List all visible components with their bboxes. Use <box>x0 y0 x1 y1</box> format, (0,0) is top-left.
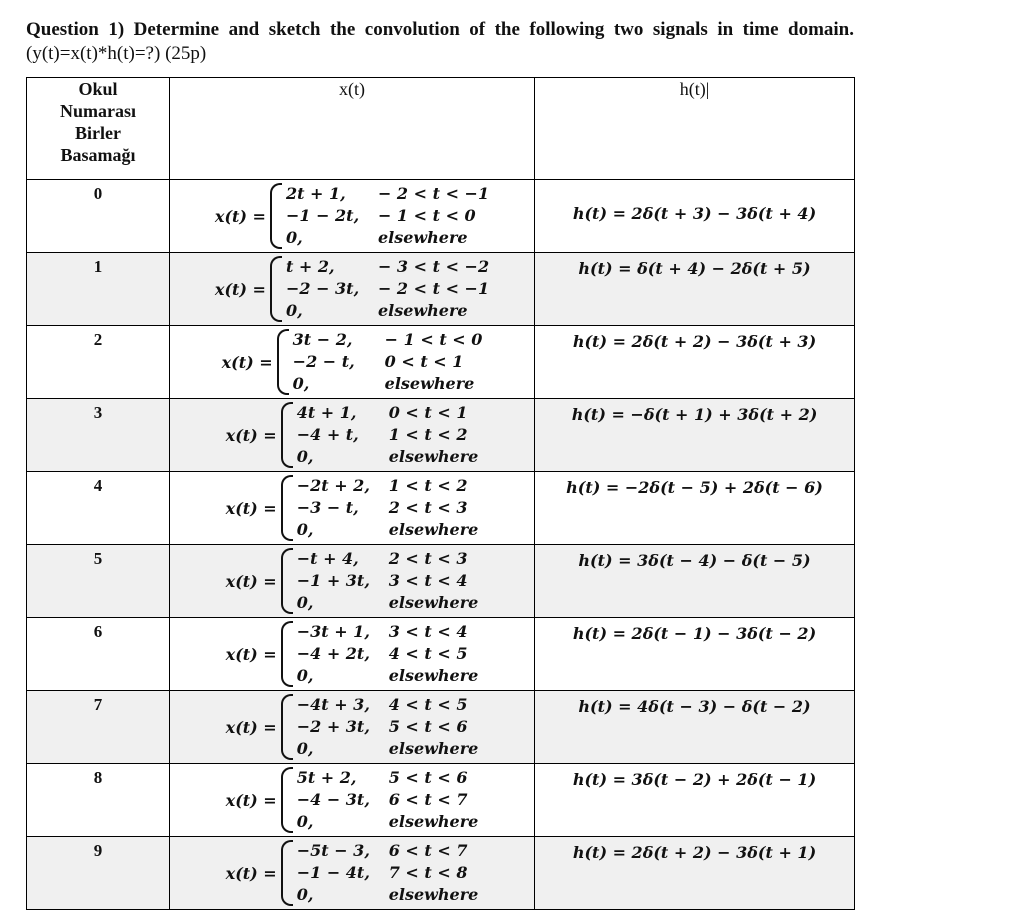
case-condition: 5 < t < 6 <box>388 717 468 736</box>
case-line <box>297 476 479 496</box>
case-condition: elsewhere <box>388 739 479 758</box>
case-expression: −1 − 4t, <box>296 863 370 882</box>
piecewise-cases <box>297 476 479 540</box>
case-expression: 0, <box>285 301 303 320</box>
brace-glyph <box>281 402 293 468</box>
h-cell <box>535 326 855 399</box>
x-label: x(t) = <box>221 352 273 372</box>
case-expression: −2 − t, <box>292 352 355 371</box>
case-expression: 0, <box>296 739 314 758</box>
case-expression: 2t + 1, <box>285 184 346 203</box>
h-expression: h(t) = 2δ(t + 2) − 3δ(t + 3) <box>572 332 817 351</box>
table-row <box>27 253 855 326</box>
h-cell <box>535 399 855 472</box>
h-cell <box>535 691 855 764</box>
case-expression: 0, <box>296 520 314 539</box>
case-condition: 7 < t < 8 <box>388 863 468 882</box>
digit-cell: 6 <box>27 618 170 691</box>
case-condition: elsewhere <box>377 228 468 247</box>
case-condition: 3 < t < 4 <box>388 622 468 641</box>
brace-glyph <box>281 548 293 614</box>
table-row <box>27 618 855 691</box>
case-condition: elsewhere <box>388 885 479 904</box>
case-line <box>297 695 479 715</box>
header-h: h(t)| <box>535 78 855 180</box>
h-expression: h(t) = −δ(t + 1) + 3δ(t + 2) <box>571 405 818 424</box>
x-cell <box>170 837 535 910</box>
case-expression: −4 + t, <box>296 425 359 444</box>
brace-glyph <box>281 694 293 760</box>
case-line <box>297 666 479 686</box>
case-condition: elsewhere <box>388 666 479 685</box>
case-expression: t + 2, <box>285 257 335 276</box>
x-label: x(t) = <box>225 863 277 883</box>
digit-cell: 9 <box>27 837 170 910</box>
h-expression: h(t) = 2δ(t − 1) − 3δ(t − 2) <box>572 624 817 643</box>
case-condition: 1 < t < 2 <box>388 476 468 495</box>
piecewise-cases <box>293 330 483 394</box>
brace-glyph <box>277 329 289 395</box>
case-condition: elsewhere <box>384 374 475 393</box>
case-line <box>297 790 479 810</box>
case-condition: 6 < t < 7 <box>388 790 468 809</box>
h-cell <box>535 180 855 253</box>
h-expression: h(t) = 3δ(t − 2) + 2δ(t − 1) <box>572 770 817 789</box>
h-cell <box>535 545 855 618</box>
case-expression: −2 − 3t, <box>285 279 360 298</box>
h-cell <box>535 837 855 910</box>
x-cell <box>170 399 535 472</box>
case-line <box>297 447 479 467</box>
case-line <box>297 425 479 445</box>
case-line <box>286 301 489 321</box>
x-cell <box>170 326 535 399</box>
x-label: x(t) = <box>225 571 277 591</box>
case-line <box>297 549 479 569</box>
digit-cell: 2 <box>27 326 170 399</box>
case-line <box>297 812 479 832</box>
case-condition: − 2 < t < −1 <box>377 279 490 298</box>
table-row <box>27 326 855 399</box>
case-line <box>286 279 489 299</box>
x-cell <box>170 253 535 326</box>
case-line <box>297 622 479 642</box>
case-condition: − 2 < t < −1 <box>377 184 490 203</box>
table-row <box>27 764 855 837</box>
brace-glyph <box>270 183 282 249</box>
question-text <box>26 18 854 66</box>
header-digit-line: Okul <box>78 79 118 99</box>
case-condition: elsewhere <box>388 447 479 466</box>
case-expression: 0, <box>292 374 310 393</box>
digit-cell: 4 <box>27 472 170 545</box>
piecewise-cases <box>297 768 479 832</box>
case-condition: 0 < t < 1 <box>388 403 468 422</box>
question-prefix: Question 1) Determine and sketch the convolution of the following two signals <box>26 19 718 40</box>
digit-cell: 8 <box>27 764 170 837</box>
brace-glyph <box>281 621 293 687</box>
brace-glyph <box>281 475 293 541</box>
case-condition: 2 < t < 3 <box>388 498 468 517</box>
x-cell <box>170 545 535 618</box>
case-condition: 4 < t < 5 <box>388 644 468 663</box>
h-expression: h(t) = 4δ(t − 3) − δ(t − 2) <box>578 697 811 716</box>
digit-cell: 1 <box>27 253 170 326</box>
digit-cell: 5 <box>27 545 170 618</box>
case-expression: 3t − 2, <box>292 330 353 349</box>
case-expression: 0, <box>296 885 314 904</box>
case-expression: −3 − t, <box>296 498 359 517</box>
case-condition: elsewhere <box>377 301 468 320</box>
case-line <box>297 739 479 759</box>
h-expression: h(t) = 2δ(t + 3) − 3δ(t + 4) <box>572 204 817 223</box>
piecewise-cases <box>297 622 479 686</box>
brace-glyph <box>281 767 293 833</box>
case-condition: 1 < t < 2 <box>388 425 468 444</box>
case-line <box>297 841 479 861</box>
case-expression: −t + 4, <box>296 549 359 568</box>
brace-glyph <box>270 256 282 322</box>
h-expression: h(t) = δ(t + 4) − 2δ(t + 5) <box>578 259 811 278</box>
case-expression: 0, <box>285 228 303 247</box>
h-cell <box>535 253 855 326</box>
case-line <box>297 403 479 423</box>
x-label: x(t) = <box>225 644 277 664</box>
x-label: x(t) = <box>225 425 277 445</box>
header-digit-line: Numarası <box>60 101 136 121</box>
x-label: x(t) = <box>225 498 277 518</box>
case-line <box>297 498 479 518</box>
case-expression: −1 + 3t, <box>296 571 370 590</box>
piecewise-cases <box>297 695 479 759</box>
case-line <box>293 352 483 372</box>
case-line <box>297 885 479 905</box>
piecewise-cases <box>297 841 479 905</box>
case-condition: − 3 < t < −2 <box>377 257 490 276</box>
x-label: x(t) = <box>225 717 277 737</box>
case-line <box>297 593 479 613</box>
case-expression: 4t + 1, <box>296 403 357 422</box>
case-line <box>293 330 483 350</box>
x-cell <box>170 472 535 545</box>
case-expression: 0, <box>296 593 314 612</box>
case-condition: 5 < t < 6 <box>388 768 468 787</box>
case-line <box>297 571 479 591</box>
case-line <box>286 228 489 248</box>
case-expression: 0, <box>296 447 314 466</box>
table-row <box>27 180 855 253</box>
case-condition: 6 < t < 7 <box>388 841 468 860</box>
case-condition: 4 < t < 5 <box>388 695 468 714</box>
table-row <box>27 691 855 764</box>
x-cell <box>170 691 535 764</box>
case-condition: − 1 < t < 0 <box>377 206 476 225</box>
h-cell <box>535 472 855 545</box>
question-emphasis: in time domain. <box>717 19 854 40</box>
case-line <box>297 644 479 664</box>
case-condition: elsewhere <box>388 812 479 831</box>
x-label: x(t) = <box>225 790 277 810</box>
case-expression: 0, <box>296 812 314 831</box>
case-expression: −1 − 2t, <box>285 206 360 225</box>
brace-glyph <box>281 840 293 906</box>
case-expression: −4 + 2t, <box>296 644 370 663</box>
h-expression: h(t) = 3δ(t − 4) − δ(t − 5) <box>578 551 811 570</box>
piecewise-cases <box>297 403 479 467</box>
case-expression: 0, <box>296 666 314 685</box>
case-condition: elsewhere <box>388 593 479 612</box>
header-digit-line: Basamağı <box>60 145 136 165</box>
case-line <box>286 257 489 277</box>
x-cell <box>170 180 535 253</box>
case-condition: 2 < t < 3 <box>388 549 468 568</box>
case-expression: −4 − 3t, <box>296 790 370 809</box>
case-expression: −2t + 2, <box>296 476 370 495</box>
question-suffix: (y(t)=x(t)*h(t)=?) (25p) <box>26 43 207 64</box>
digit-cell: 7 <box>27 691 170 764</box>
case-expression: −4t + 3, <box>296 695 370 714</box>
table-row <box>27 399 855 472</box>
digit-cell: 3 <box>27 399 170 472</box>
case-expression: −5t − 3, <box>296 841 370 860</box>
h-cell <box>535 764 855 837</box>
case-condition: − 1 < t < 0 <box>384 330 483 349</box>
x-cell <box>170 618 535 691</box>
case-line <box>286 184 489 204</box>
case-line <box>297 520 479 540</box>
signals-table <box>26 77 855 910</box>
case-line <box>293 374 483 394</box>
case-line <box>286 206 489 226</box>
table-row <box>27 837 855 910</box>
x-cell <box>170 764 535 837</box>
header-x: x(t) <box>170 78 535 180</box>
case-expression: 5t + 2, <box>296 768 357 787</box>
h-expression: h(t) = −2δ(t − 5) + 2δ(t − 6) <box>566 478 823 497</box>
digit-cell: 0 <box>27 180 170 253</box>
case-expression: −2 + 3t, <box>296 717 370 736</box>
table-row <box>27 472 855 545</box>
h-expression: h(t) = 2δ(t + 2) − 3δ(t + 1) <box>572 843 817 862</box>
case-condition: 0 < t < 1 <box>384 352 464 371</box>
case-line <box>297 717 479 737</box>
case-expression: −3t + 1, <box>296 622 370 641</box>
header-digit <box>27 78 170 180</box>
h-cell <box>535 618 855 691</box>
header-digit-line: Birler <box>75 123 121 143</box>
x-label: x(t) = <box>214 206 266 226</box>
piecewise-cases <box>286 257 489 321</box>
table-row <box>27 545 855 618</box>
case-line <box>297 863 479 883</box>
case-line <box>297 768 479 788</box>
piecewise-cases <box>297 549 479 613</box>
piecewise-cases <box>286 184 489 248</box>
case-condition: elsewhere <box>388 520 479 539</box>
case-condition: 3 < t < 4 <box>388 571 468 590</box>
x-label: x(t) = <box>214 279 266 299</box>
